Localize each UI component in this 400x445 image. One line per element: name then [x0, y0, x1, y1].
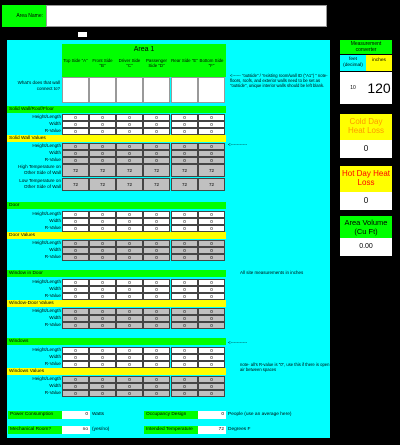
- connect-input-2[interactable]: [116, 77, 143, 103]
- low-temp-cell-3[interactable]: 72: [143, 178, 170, 191]
- solid-height-cell-2[interactable]: 0: [116, 114, 143, 121]
- column-header-1: Front Side "B": [92, 58, 113, 68]
- win-values-width-cell-1[interactable]: 0: [89, 383, 116, 390]
- solid-width-label: Width: [49, 121, 61, 126]
- area-name-field[interactable]: [46, 5, 327, 27]
- door-values-rvalue-cell-0[interactable]: 0: [62, 254, 89, 261]
- solid-rvalue-cell-2[interactable]: 0: [116, 128, 143, 135]
- wid-width-cell-5[interactable]: 0: [198, 286, 225, 293]
- mech-room-unit: (yes/no): [92, 427, 110, 432]
- wid-values-width-cell-1[interactable]: 0: [89, 315, 116, 322]
- door-width-cell-0[interactable]: 0: [62, 218, 89, 225]
- solid-values-height-cell-2[interactable]: 0: [116, 143, 143, 150]
- door-height-cell-1[interactable]: 0: [89, 211, 116, 218]
- door-values-width-cell-1[interactable]: 0: [89, 247, 116, 254]
- column-header-5: Bottom Side "F": [199, 58, 224, 68]
- wid-height-cell-1[interactable]: 0: [89, 279, 116, 286]
- win-height-cell-1[interactable]: 0: [89, 347, 116, 354]
- win-rvalue-cell-2[interactable]: 0: [116, 361, 143, 368]
- solid-height-cell-1[interactable]: 0: [89, 114, 116, 121]
- wid-values-height-cell-1[interactable]: 0: [89, 308, 116, 315]
- door-width-cell-1[interactable]: 0: [89, 218, 116, 225]
- door-width-cell-3[interactable]: 0: [143, 218, 170, 225]
- rvalue-note: note- all's R-value is "0", use this if there is open air between spaces: [240, 362, 330, 373]
- low-temp-cell-0[interactable]: 72: [62, 178, 89, 191]
- win-values-rvalue-cell-3[interactable]: 0: [143, 390, 170, 397]
- low-temp-cell-5[interactable]: 72: [198, 178, 225, 191]
- solid-width-cell-3[interactable]: 0: [143, 121, 170, 128]
- converter-inches-value: 120: [366, 72, 392, 104]
- win-width-cell-4[interactable]: 0: [171, 354, 198, 361]
- win-width-cell-2[interactable]: 0: [116, 354, 143, 361]
- win-values-rvalue-cell-0[interactable]: 0: [62, 390, 89, 397]
- win-height-cell-5[interactable]: 0: [198, 347, 225, 354]
- door-rvalue-cell-0[interactable]: 0: [62, 225, 89, 232]
- win-width-label: Width: [49, 354, 61, 359]
- wid-width-label: Width: [49, 286, 61, 291]
- door-values-height-cell-2[interactable]: 0: [116, 240, 143, 247]
- solid-values-rvalue-cell-0[interactable]: 0: [62, 157, 89, 164]
- wid-values-width-label: Width: [49, 315, 61, 320]
- door-values-rvalue-cell-4[interactable]: 0: [171, 254, 198, 261]
- wid-values-height-cell-0[interactable]: 0: [62, 308, 89, 315]
- door-values-width-label: Width: [49, 247, 61, 252]
- win-values-height-cell-0[interactable]: 0: [62, 376, 89, 383]
- door-height-label: Height/Length: [32, 211, 61, 216]
- win-values-width-label: Width: [49, 383, 61, 388]
- wid-values-height-cell-3[interactable]: 0: [143, 308, 170, 315]
- solid-height-cell-4[interactable]: 0: [171, 114, 198, 121]
- column-header-4: Rear Side "E": [171, 58, 198, 63]
- wid-height-cell-5[interactable]: 0: [198, 279, 225, 286]
- door-values-height-cell-5[interactable]: 0: [198, 240, 225, 247]
- win-height-cell-4[interactable]: 0: [171, 347, 198, 354]
- door-values-height-cell-4[interactable]: 0: [171, 240, 198, 247]
- wid-rvalue-cell-3[interactable]: 0: [143, 293, 170, 300]
- area-title: Area 1: [62, 44, 226, 55]
- area-volume-value: 0.00: [340, 238, 392, 256]
- solid-width-cell-4[interactable]: 0: [171, 121, 198, 128]
- solid-rvalue-cell-1[interactable]: 0: [89, 128, 116, 135]
- solid-height-label: Height/Length: [32, 114, 61, 119]
- wid-height-cell-0[interactable]: 0: [62, 279, 89, 286]
- win-rvalue-cell-4[interactable]: 0: [171, 361, 198, 368]
- wid-values-height-label: Height/Length: [32, 308, 61, 313]
- win-values-height-cell-1[interactable]: 0: [89, 376, 116, 383]
- wid-values-rvalue-cell-2[interactable]: 0: [116, 322, 143, 329]
- outside-note: <------ "outside" / "existing room/wall ID ("A1") " note- floors, roofs, and exterior walls need to be set as "outside", unique interior walls should be left blank.: [230, 73, 328, 89]
- wid-rvalue-cell-0[interactable]: 0: [62, 293, 89, 300]
- wid-values-rvalue-cell-5[interactable]: 0: [198, 322, 225, 329]
- door-values-rvalue-label: R-Value: [44, 254, 61, 259]
- solid-values-height-cell-1[interactable]: 0: [89, 143, 116, 150]
- win-values-height-label: Height/Length: [32, 376, 61, 381]
- solid-width-cell-0[interactable]: 0: [62, 121, 89, 128]
- arrow-note-1: <-----------: [228, 142, 248, 147]
- solid-width-cell-5[interactable]: 0: [198, 121, 225, 128]
- solid-values-height-label: Height/Length: [32, 143, 61, 148]
- win-width-cell-3[interactable]: 0: [143, 354, 170, 361]
- solid-rvalue-label: R-Value: [44, 128, 61, 133]
- win-width-cell-5[interactable]: 0: [198, 354, 225, 361]
- door-height-cell-5[interactable]: 0: [198, 211, 225, 218]
- wid-values-rvalue-cell-4[interactable]: 0: [171, 322, 198, 329]
- wid-rvalue-cell-2[interactable]: 0: [116, 293, 143, 300]
- selected-cell[interactable]: [76, 30, 89, 39]
- high-temp-cell-0[interactable]: 72: [62, 164, 89, 177]
- solid-rvalue-cell-5[interactable]: 0: [198, 128, 225, 135]
- wid-values-width-cell-0[interactable]: 0: [62, 315, 89, 322]
- door-values-rvalue-cell-1[interactable]: 0: [89, 254, 116, 261]
- wid-height-cell-3[interactable]: 0: [143, 279, 170, 286]
- solid-height-cell-5[interactable]: 0: [198, 114, 225, 121]
- section-windows: Windows: [7, 338, 226, 345]
- door-rvalue-cell-3[interactable]: 0: [143, 225, 170, 232]
- connect-input-4[interactable]: [171, 77, 198, 103]
- wid-values-width-cell-4[interactable]: 0: [171, 315, 198, 322]
- door-values-height-cell-0[interactable]: 0: [62, 240, 89, 247]
- high-temp-cell-4[interactable]: 72: [171, 164, 198, 177]
- converter-feet-label: feet (decimal): [340, 55, 366, 71]
- connect-input-5[interactable]: [198, 77, 225, 103]
- win-rvalue-cell-1[interactable]: 0: [89, 361, 116, 368]
- wid-height-cell-4[interactable]: 0: [171, 279, 198, 286]
- occupancy-value[interactable]: 0: [198, 411, 226, 419]
- wid-values-width-cell-5[interactable]: 0: [198, 315, 225, 322]
- wid-rvalue-cell-1[interactable]: 0: [89, 293, 116, 300]
- high-temp-cell-3[interactable]: 72: [143, 164, 170, 177]
- win-height-cell-3[interactable]: 0: [143, 347, 170, 354]
- win-values-width-cell-0[interactable]: 0: [62, 383, 89, 390]
- power-value[interactable]: 0: [62, 411, 90, 419]
- solid-values-height-cell-5[interactable]: 0: [198, 143, 225, 150]
- solid-values-height-cell-4[interactable]: 0: [171, 143, 198, 150]
- wid-values-height-cell-2[interactable]: 0: [116, 308, 143, 315]
- win-values-height-cell-5[interactable]: 0: [198, 376, 225, 383]
- door-width-cell-2[interactable]: 0: [116, 218, 143, 225]
- section-solid-wall-values: Solid Wall Values: [7, 135, 226, 142]
- wid-rvalue-cell-4[interactable]: 0: [171, 293, 198, 300]
- wid-values-height-cell-5[interactable]: 0: [198, 308, 225, 315]
- column-header-2: Driver Side "C": [118, 58, 141, 68]
- section-solid-wall-roof-floor: Solid Wall/Roof/Floor: [7, 106, 226, 113]
- door-values-height-cell-1[interactable]: 0: [89, 240, 116, 247]
- solid-rvalue-cell-4[interactable]: 0: [171, 128, 198, 135]
- wid-height-label: Height/Length: [32, 279, 61, 284]
- solid-values-rvalue-label: R-Value: [44, 157, 61, 162]
- solid-height-cell-3[interactable]: 0: [143, 114, 170, 121]
- win-values-width-cell-2[interactable]: 0: [116, 383, 143, 390]
- win-rvalue-cell-5[interactable]: 0: [198, 361, 225, 368]
- solid-rvalue-cell-3[interactable]: 0: [143, 128, 170, 135]
- high-temp-cell-5[interactable]: 72: [198, 164, 225, 177]
- win-rvalue-cell-0[interactable]: 0: [62, 361, 89, 368]
- win-rvalue-cell-3[interactable]: 0: [143, 361, 170, 368]
- win-values-height-cell-3[interactable]: 0: [143, 376, 170, 383]
- door-width-cell-4[interactable]: 0: [171, 218, 198, 225]
- wid-height-cell-2[interactable]: 0: [116, 279, 143, 286]
- low-temp-cell-1[interactable]: 72: [89, 178, 116, 191]
- wid-values-width-cell-2[interactable]: 0: [116, 315, 143, 322]
- connect-input-0[interactable]: [62, 77, 89, 103]
- win-values-width-cell-5[interactable]: 0: [198, 383, 225, 390]
- door-values-width-cell-5[interactable]: 0: [198, 247, 225, 254]
- low-temp-label: Low Temperature on Other Side of Wall: [19, 178, 61, 189]
- area-name-label: Area Name:: [2, 5, 46, 27]
- cold-day-title: Cold Day Heat Loss: [340, 114, 392, 140]
- wid-width-cell-4[interactable]: 0: [171, 286, 198, 293]
- wid-rvalue-label: R-Value: [44, 293, 61, 298]
- win-values-height-cell-4[interactable]: 0: [171, 376, 198, 383]
- solid-width-cell-2[interactable]: 0: [116, 121, 143, 128]
- hot-day-value: 0: [340, 192, 392, 210]
- door-height-cell-3[interactable]: 0: [143, 211, 170, 218]
- area-volume-title: Area Volume (Cu Ft): [340, 216, 392, 238]
- occupancy-unit: People (use an average here): [228, 412, 292, 417]
- win-values-rvalue-cell-2[interactable]: 0: [116, 390, 143, 397]
- win-width-cell-1[interactable]: 0: [89, 354, 116, 361]
- door-values-height-cell-3[interactable]: 0: [143, 240, 170, 247]
- hot-day-title: Hot Day Heat Loss: [340, 166, 392, 192]
- door-rvalue-cell-2[interactable]: 0: [116, 225, 143, 232]
- solid-values-rvalue-cell-5[interactable]: 0: [198, 157, 225, 164]
- wid-width-cell-3[interactable]: 0: [143, 286, 170, 293]
- win-height-cell-0[interactable]: 0: [62, 347, 89, 354]
- door-values-width-cell-3[interactable]: 0: [143, 247, 170, 254]
- section-window-in-door: Window in Door: [7, 270, 226, 277]
- converter-title: Measurement converter: [340, 40, 392, 54]
- converter-inches-label: inches: [366, 55, 392, 71]
- wid-values-rvalue-cell-1[interactable]: 0: [89, 322, 116, 329]
- solid-values-width-cell-2[interactable]: 0: [116, 150, 143, 157]
- door-height-cell-2[interactable]: 0: [116, 211, 143, 218]
- solid-values-rvalue-cell-3[interactable]: 0: [143, 157, 170, 164]
- mech-room-value[interactable]: no: [62, 426, 90, 434]
- door-values-width-cell-0[interactable]: 0: [62, 247, 89, 254]
- door-rvalue-cell-4[interactable]: 0: [171, 225, 198, 232]
- wid-width-cell-0[interactable]: 0: [62, 286, 89, 293]
- solid-values-width-cell-1[interactable]: 0: [89, 150, 116, 157]
- win-values-rvalue-cell-5[interactable]: 0: [198, 390, 225, 397]
- section-door-values: Door Values: [7, 232, 226, 239]
- high-temp-cell-2[interactable]: 72: [116, 164, 143, 177]
- win-values-width-cell-4[interactable]: 0: [171, 383, 198, 390]
- solid-width-cell-1[interactable]: 0: [89, 121, 116, 128]
- power-label: Power Consumption: [8, 411, 62, 419]
- solid-values-width-cell-0[interactable]: 0: [62, 150, 89, 157]
- wid-width-cell-2[interactable]: 0: [116, 286, 143, 293]
- win-values-height-cell-2[interactable]: 0: [116, 376, 143, 383]
- power-unit: Watts: [92, 412, 105, 417]
- door-values-rvalue-cell-2[interactable]: 0: [116, 254, 143, 261]
- section-window-door-values: Window-Door Values: [7, 300, 226, 307]
- measurement-note: All site measurements in inches: [240, 270, 304, 275]
- connect-question: What's does that wall connect to?: [17, 80, 60, 91]
- connect-input-1[interactable]: [89, 77, 116, 103]
- win-height-label: Height/Length: [32, 347, 61, 352]
- door-values-width-cell-2[interactable]: 0: [116, 247, 143, 254]
- wid-rvalue-cell-5[interactable]: 0: [198, 293, 225, 300]
- wid-values-rvalue-label: R-Value: [44, 322, 61, 327]
- wid-values-rvalue-cell-3[interactable]: 0: [143, 322, 170, 329]
- win-values-width-cell-3[interactable]: 0: [143, 383, 170, 390]
- connect-input-3[interactable]: [143, 77, 170, 103]
- intended-temp-value[interactable]: 72: [198, 426, 226, 434]
- door-values-height-label: Height/Length: [32, 240, 61, 245]
- solid-height-cell-0[interactable]: 0: [62, 114, 89, 121]
- high-temp-label: High Temperature on Other Side of Wall: [18, 164, 61, 175]
- door-values-rvalue-cell-3[interactable]: 0: [143, 254, 170, 261]
- wid-width-cell-1[interactable]: 0: [89, 286, 116, 293]
- win-values-rvalue-label: R-Value: [44, 390, 61, 395]
- solid-rvalue-cell-0[interactable]: 0: [62, 128, 89, 135]
- win-values-rvalue-cell-1[interactable]: 0: [89, 390, 116, 397]
- door-values-rvalue-cell-5[interactable]: 0: [198, 254, 225, 261]
- solid-values-rvalue-cell-1[interactable]: 0: [89, 157, 116, 164]
- door-rvalue-label: R-Value: [44, 225, 61, 230]
- win-values-rvalue-cell-4[interactable]: 0: [171, 390, 198, 397]
- intended-temp-unit: Degrees F: [228, 427, 251, 432]
- mech-room-label: Mechanical Room?: [8, 426, 62, 434]
- door-rvalue-cell-1[interactable]: 0: [89, 225, 116, 232]
- win-width-cell-0[interactable]: 0: [62, 354, 89, 361]
- wid-values-height-cell-4[interactable]: 0: [171, 308, 198, 315]
- section-door: Door: [7, 202, 226, 209]
- door-width-label: Width: [49, 218, 61, 223]
- cold-day-value: 0: [340, 140, 392, 158]
- win-rvalue-label: R-Value: [44, 361, 61, 366]
- win-height-cell-2[interactable]: 0: [116, 347, 143, 354]
- wid-values-rvalue-cell-0[interactable]: 0: [62, 322, 89, 329]
- converter-feet-value[interactable]: 10: [340, 72, 366, 104]
- area-name-input[interactable]: [47, 6, 326, 26]
- low-temp-cell-2[interactable]: 72: [116, 178, 143, 191]
- high-temp-cell-1[interactable]: 72: [89, 164, 116, 177]
- door-height-cell-4[interactable]: 0: [171, 211, 198, 218]
- arrow-note-2: <-----------: [228, 340, 248, 345]
- solid-values-rvalue-cell-2[interactable]: 0: [116, 157, 143, 164]
- solid-values-height-cell-0[interactable]: 0: [62, 143, 89, 150]
- section-windows-values: Windows Values: [7, 368, 226, 375]
- intended-temp-label: Intended Temperature: [144, 426, 198, 434]
- door-rvalue-cell-5[interactable]: 0: [198, 225, 225, 232]
- solid-values-width-cell-3[interactable]: 0: [143, 150, 170, 157]
- solid-values-height-cell-3[interactable]: 0: [143, 143, 170, 150]
- solid-values-width-label: Width: [49, 150, 61, 155]
- door-width-cell-5[interactable]: 0: [198, 218, 225, 225]
- column-header-3: Passenger Side "D": [146, 58, 167, 68]
- solid-values-width-cell-5[interactable]: 0: [198, 150, 225, 157]
- low-temp-cell-4[interactable]: 72: [171, 178, 198, 191]
- wid-values-width-cell-3[interactable]: 0: [143, 315, 170, 322]
- door-height-cell-0[interactable]: 0: [62, 211, 89, 218]
- column-header-0: Top Side "A": [63, 58, 88, 63]
- solid-values-width-cell-4[interactable]: 0: [171, 150, 198, 157]
- occupancy-label: Occupancy Design: [144, 411, 198, 419]
- door-values-width-cell-4[interactable]: 0: [171, 247, 198, 254]
- solid-values-rvalue-cell-4[interactable]: 0: [171, 157, 198, 164]
